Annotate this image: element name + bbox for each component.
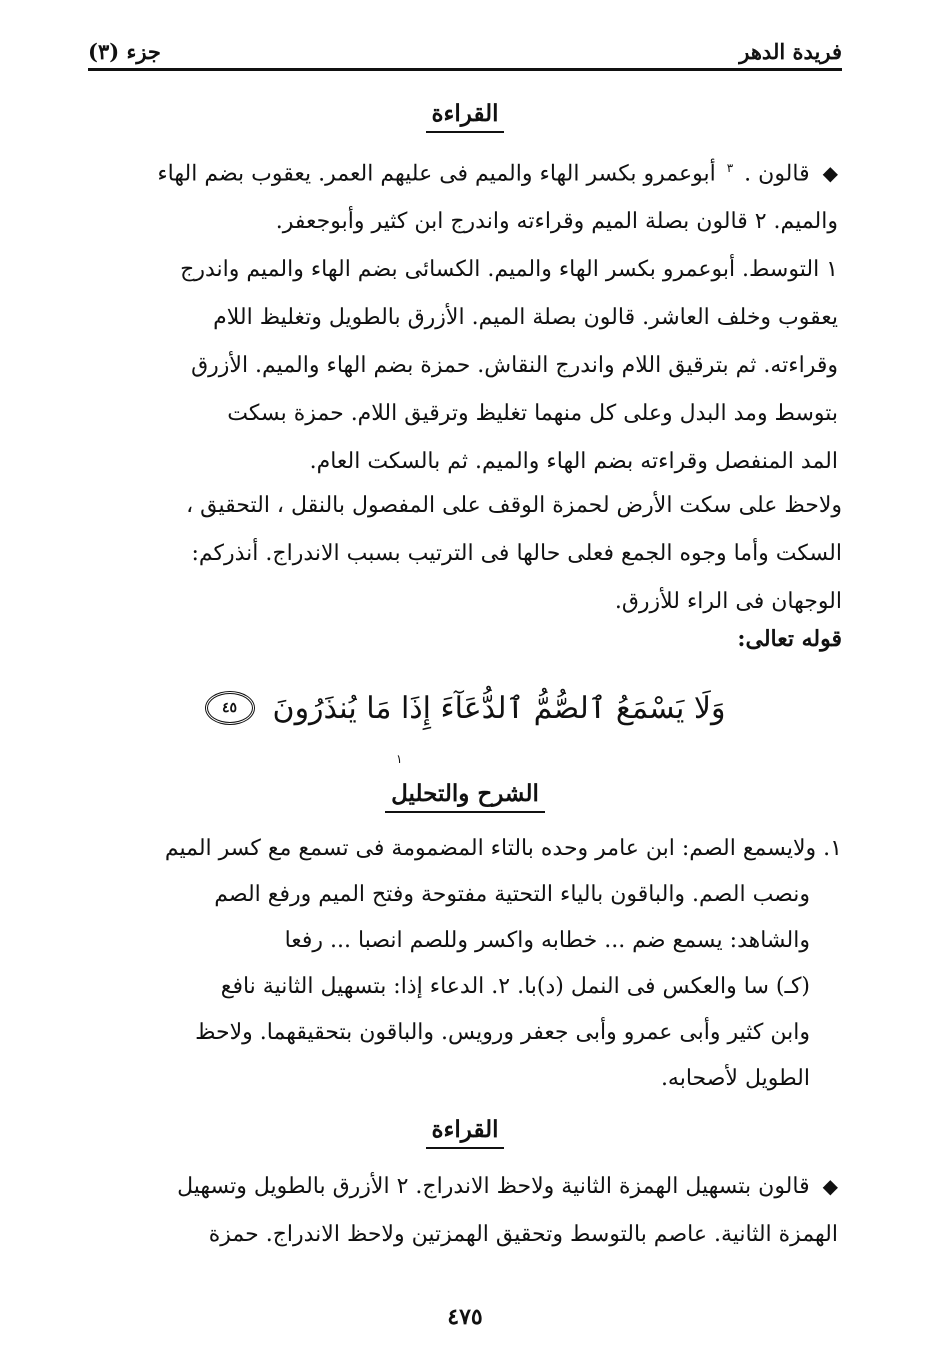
verse-intro: قوله تعالى: <box>737 626 842 652</box>
section-heading-reading <box>0 1116 930 1149</box>
paragraph-line: بتوسط ومد البدل وعلى كل منهما تغليظ وترقيق اللام. حمزة بسكت <box>227 401 838 427</box>
diamond-bullet-icon: ◆ <box>822 1174 838 1198</box>
quran-verse <box>0 678 930 738</box>
part-label: جزء (٣) <box>88 39 161 64</box>
paragraph-line: يعقوب وخلف العاشر. قالون بصلة الميم. الأزرق بالطويل وتغليظ اللام <box>213 305 838 331</box>
header-rule <box>88 68 842 71</box>
section-heading-text: الشرح والتحليل <box>385 780 545 813</box>
reading-paragraph <box>92 144 838 486</box>
diamond-bullet-icon: ◆ <box>822 161 838 186</box>
paragraph-line: الهمزة الثانية. عاصم بالتوسط وتحقيق الهمزتين ولاحظ الاندراج. حمزة <box>208 1222 838 1247</box>
paragraph-line: ونصب الصم. والباقون بالياء التحتية مفتوحة وفتح الميم ورفع الصم <box>214 882 810 907</box>
paragraph-line: ولاحظ على سكت الأرض لحمزة الوقف على المفصول بالنقل ، التحقيق ، <box>186 493 842 518</box>
section-heading-reading <box>0 100 930 133</box>
paragraph-line: الوجهان فى الراء للأزرق. <box>614 589 842 614</box>
paragraph-line: وابن كثير وأبى عمرو وأبى جعفر ورويس. والباقون بتحقيقهما. ولاحظ <box>195 1020 810 1045</box>
reading-paragraph <box>92 1162 838 1259</box>
section-heading-explanation <box>0 780 930 813</box>
paragraph-line: (كـ) سا والعكس فى النمل (د)با. ٢. الدعاء إذا: بتسهيل الثانية نافع <box>220 974 810 999</box>
line-text: أبوعمرو بكسر الهاء والميم فى عليهم العمر. يعقوب بضم الهاء <box>157 161 716 187</box>
paragraph-line: والميم. ٢ قالون بصلة الميم وقراءته واندرج ابن كثير وأبوجعفر. <box>275 209 838 235</box>
paragraph-line: المد المنفصل وقراءته بضم الهاء والميم. ثم بالسكت العام. <box>309 449 838 475</box>
lead-text: قالون . <box>744 161 810 187</box>
paragraph-line: ١ التوسط. أبوعمرو بكسر الهاء والميم. الكسائى بضم الهاء والميم واندرج <box>180 257 838 283</box>
paragraph-line: والشاهد: يسمع ضم ... خطابه واكسر وللصم انصبا ... رفعا <box>284 928 810 953</box>
paragraph-line: الطويل لأصحابه. <box>660 1066 810 1091</box>
note-paragraph <box>88 482 842 626</box>
page-number: ٤٧٥ <box>447 1304 483 1330</box>
footnote-mark: ١ <box>396 752 403 766</box>
ayah-number-icon: ٤٥ <box>205 691 255 725</box>
explanation-paragraph <box>92 826 842 1102</box>
line-text: قالون بتسهيل الهمزة الثانية ولاحظ الاندراج. ٢ الأزرق بالطويل وتسهيل <box>177 1174 810 1199</box>
paragraph-line: ١. ولايسمع الصم: ابن عامر وحده بالتاء المضمومة فى تسمع مع كسر الميم <box>164 836 842 861</box>
book-title: فريدة الدهر <box>739 39 842 64</box>
paragraph-line: السكت وأما وجوه الجمع فعلى حالها فى الترتيب بسبب الاندراج. أنذركم: <box>191 541 842 566</box>
verse-text: وَلَا يَسْمَعُ ٱلصُّمُّ ٱلدُّعَآءَ إِذَا مَا يُنذَرُونَ <box>272 690 726 726</box>
paragraph-line <box>92 1162 838 1211</box>
paragraph-line: وقراءته. ثم بترقيق اللام واندرج النقاش. حمزة بضم الهاء والميم. الأزرق <box>191 353 838 379</box>
running-header <box>88 28 842 64</box>
footnote-mark: ٣ <box>726 161 734 175</box>
section-heading-text: القراءة <box>426 100 505 133</box>
paragraph-line <box>92 144 838 198</box>
section-heading-text: القراءة <box>426 1116 505 1149</box>
